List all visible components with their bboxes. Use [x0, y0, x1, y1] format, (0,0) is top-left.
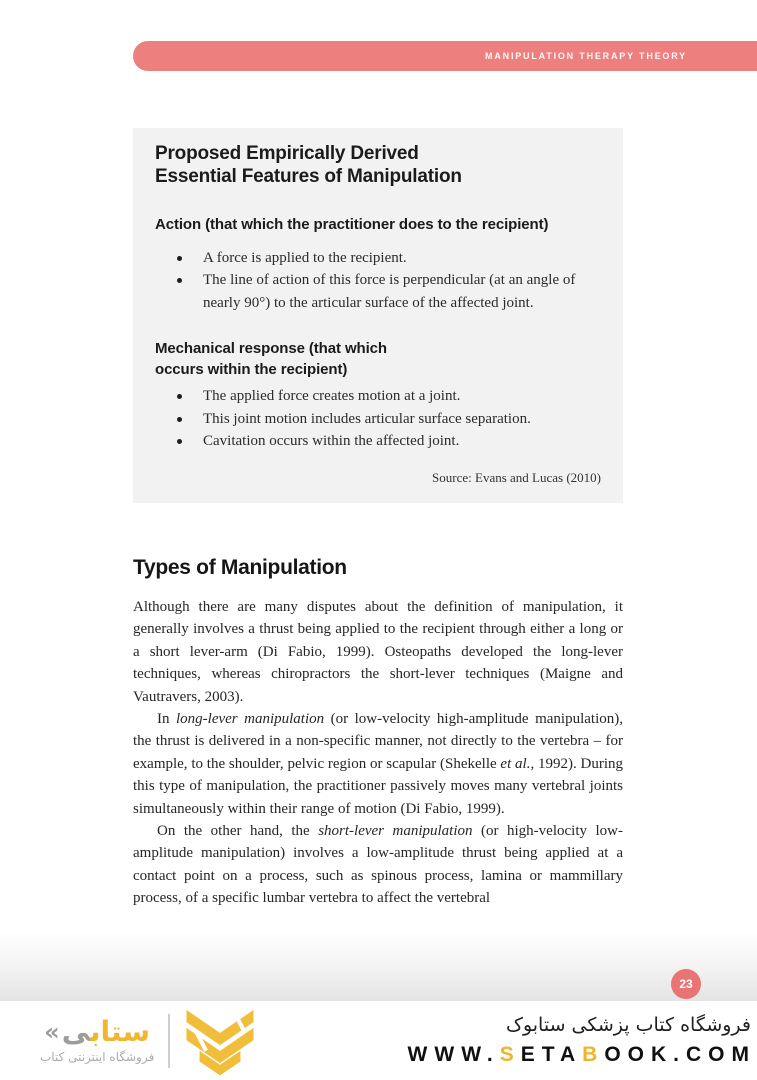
paragraph-run: On the other hand, the	[157, 823, 319, 840]
url-part-yellow-b: B	[582, 1043, 605, 1066]
paragraph	[133, 708, 623, 820]
paragraph	[133, 820, 623, 910]
bullet-text: This joint motion includes articular surface separation.	[203, 410, 531, 427]
paragraph-run: , 1992). During this type of manipulation, the practitioner passively moves many vertebral joints simultaneously within their range of motion (Di Fabio, 1999).	[133, 755, 623, 817]
feature-box-title-line2: Essential Features of Manipulation	[155, 166, 462, 187]
bullet-dot	[177, 269, 203, 314]
logo-divider	[168, 1014, 170, 1068]
bullet-item	[155, 408, 601, 430]
mechanical-heading-line2: occurs within the recipient)	[155, 361, 348, 379]
feature-box-title-line1: Proposed Empirically Derived	[155, 143, 419, 164]
bullet-dot	[177, 247, 203, 269]
bullet-item	[155, 385, 601, 407]
page-number: 23	[679, 977, 693, 991]
paragraph: Although there are many disputes about the definition of manipulation, it generally involves a thrust being applied to the recipient through either a long or a short lever-arm (Di Fabio, 1999). Osteopaths developed the long-lever techniques, whereas chiropractors the short-lever techniques (Maigne and Vautravers, 2003).	[133, 599, 623, 705]
publisher-footer	[0, 1001, 757, 1080]
bullet-dot	[177, 385, 203, 407]
bullet-text: The line of action of this force is perpendicular (at an angle of nearly 90°) to the articular surface of the affected joint.	[203, 272, 576, 311]
paragraph-run: (or low-velocity high-amplitude manipulation), the thrust is delivered in a non-specific manner, not directly to the vertebra – for example, to the shoulder, pelvic region or scapular (Shekelle	[133, 711, 623, 772]
page-bottom-shadow	[0, 933, 757, 1001]
url-part: OOK.COM	[604, 1043, 756, 1066]
double-chevron-s-mark-icon	[182, 1005, 258, 1077]
wordmark-yellow-part: ستاب	[90, 1014, 151, 1048]
bullet-dot	[177, 408, 203, 430]
bullet-dot	[177, 430, 203, 452]
bullet-item	[155, 269, 601, 314]
paragraph-run-italic: short-lever manipulation	[318, 823, 473, 840]
paragraph-run: In	[157, 711, 176, 728]
source-citation: Source: Evans and Lucas (2010)	[432, 470, 601, 486]
chapter-title: MANIPULATION THERAPY THEORY	[485, 51, 687, 61]
feature-box	[133, 128, 623, 503]
section-heading: Types of Manipulation	[133, 556, 347, 579]
bullet-text: A force is applied to the recipient.	[203, 250, 407, 266]
logo-tagline: فروشگاه اینترنتی کتاب	[40, 1050, 155, 1065]
store-info	[407, 1014, 756, 1067]
setabook-wordmark	[44, 1014, 151, 1048]
paragraph-run-italic: et al.	[500, 755, 531, 772]
action-bullet-list	[155, 247, 601, 314]
bullet-text: Cavitation occurs within the affected joint.	[203, 433, 460, 450]
paragraph-run-italic: long-lever manipulation	[176, 711, 325, 728]
main-text-column	[133, 556, 623, 910]
store-url	[408, 1043, 756, 1067]
bullet-item	[155, 430, 601, 452]
guillemet-chevrons-icon: «	[44, 1017, 60, 1046]
page-number-badge	[671, 969, 701, 999]
url-part: WWW.	[407, 1043, 500, 1066]
wordmark-gray-part: ی	[61, 1014, 91, 1048]
chapter-header-bar	[133, 41, 757, 71]
paragraph-run: (or high-velocity low-amplitude manipulation) involves a low-amplitude thrust being applied at a contact point on a process, such as spinous process, lamina or mammillary process, of a specific lumbar vertebra to affect the vertebral	[133, 823, 623, 907]
bullet-item	[155, 247, 601, 269]
setabook-logo	[40, 1005, 258, 1077]
setabook-wordmark-block	[40, 1014, 155, 1065]
bullet-text: The applied force creates motion at a joint.	[203, 388, 461, 405]
action-section-heading: Action (that which the practitioner does to the recipient)	[155, 216, 549, 233]
feature-box-title	[155, 142, 601, 188]
wordmark-text	[61, 1014, 151, 1048]
url-part-yellow-s: S	[499, 1043, 521, 1066]
mechanical-heading-line1: Mechanical response (that which	[155, 340, 387, 358]
url-part: ETA	[520, 1043, 583, 1066]
mechanical-bullet-list	[155, 385, 601, 452]
mechanical-section-heading	[155, 338, 601, 380]
store-title: فروشگاه کتاب پزشکی ستابوک	[505, 1014, 751, 1036]
